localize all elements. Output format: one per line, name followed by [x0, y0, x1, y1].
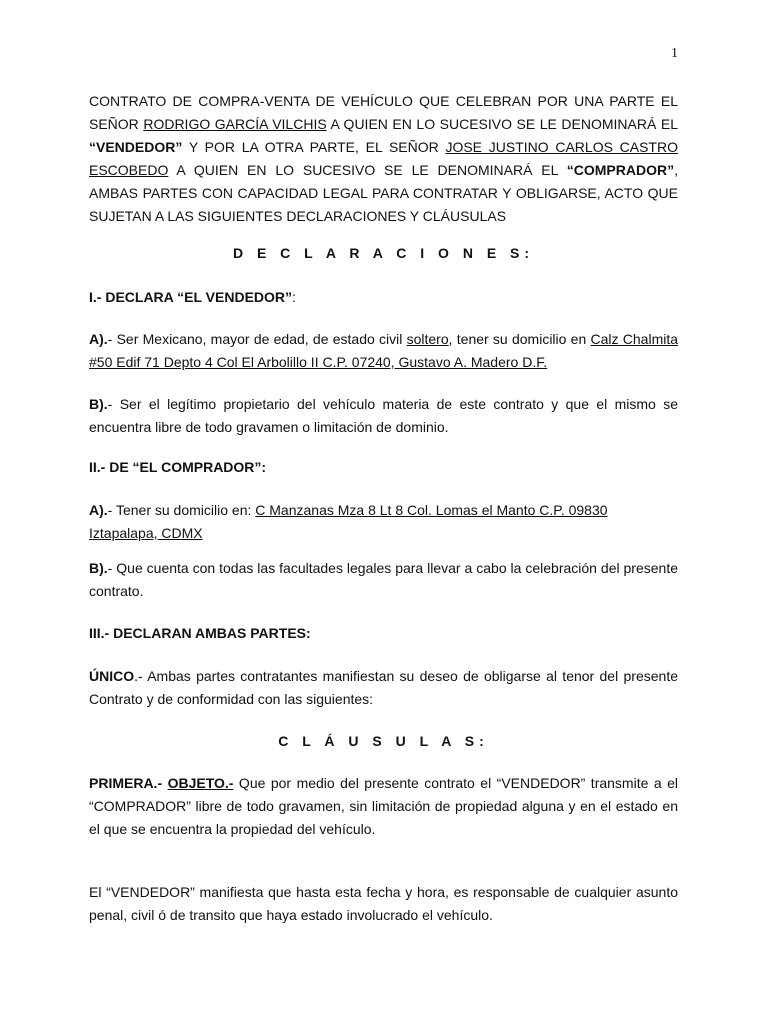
intro-text-3: Y POR LA OTRA PARTE, EL SEÑOR — [182, 139, 446, 155]
clause-text: Que por medio del presente contrato el “VENDEDOR” transmite a el “COMPRADOR” libre de todo gravamen, sin limitación de propiedad alguna y en el estado en el que se encuentra la propiedad del vehículo. — [89, 775, 678, 837]
clausulas-title: C L Á U S U L A S: — [278, 733, 489, 749]
item-text: - Tener su domicilio en: — [107, 502, 256, 518]
final-paragraph — [89, 881, 678, 927]
intro-paragraph — [89, 90, 678, 228]
section3-heading — [89, 622, 678, 645]
section2-item-b — [89, 557, 678, 603]
section3-unico — [89, 665, 678, 711]
civil-status: soltero — [406, 331, 449, 347]
intro-text-4: A QUIEN EN LO SUCESIVO SE LE DENOMINARÁ EL — [168, 162, 567, 178]
item-label: B). — [89, 396, 108, 412]
intro-text-1: CONTRATO DE COMPRA-VENTA DE VEHÍCULO QUE CELEBRAN POR UNA PARTE EL SEÑOR — [89, 93, 678, 132]
section2-item-a — [89, 499, 678, 545]
item-label: A). — [89, 502, 108, 518]
buyer-label: “COMPRADOR” — [566, 162, 675, 178]
item-text: .- Ambas partes contratantes manifiestan su deseo de obligarse al tenor del presente Contrato y de conformidad con las siguientes: — [89, 668, 678, 707]
buyer-name: JOSE JUSTINO CARLOS CASTRO ESCOBEDO — [89, 139, 678, 178]
section2-heading-text: II.- DE “EL COMPRADOR”: — [89, 459, 267, 475]
intro-text-2: A QUIEN EN LO SUCESIVO SE LE DENOMINARÁ EL — [326, 116, 678, 132]
seller-name: RODRIGO GARCÍA VILCHIS — [143, 116, 327, 132]
item-text: , tener su domicilio en — [448, 331, 591, 347]
section1-heading — [89, 286, 678, 309]
item-text: - Ser el legítimo propietario del vehículo materia de este contrato y que el mismo se encuentra libre de todo gravamen o limitación de dominio. — [89, 396, 678, 435]
item-text: - Que cuenta con todas las facultades legales para llevar a cabo la celebración del presente contrato. — [89, 560, 678, 599]
section1-item-a — [89, 328, 678, 374]
section1-item-b — [89, 393, 678, 439]
final-paragraph-text: El “VENDEDOR” manifiesta que hasta esta fecha y hora, es responsable de cualquier asunto penal, civil ó de transito que haya estado involucrado el vehículo. — [89, 884, 678, 923]
clause-label: PRIMERA.- — [89, 775, 163, 791]
item-label: A). — [89, 331, 108, 347]
seller-label: “VENDEDOR” — [89, 139, 183, 155]
intro-text-5: , AMBAS PARTES CON CAPACIDAD LEGAL PARA CONTRATAR Y OBLIGARSE, ACTO QUE SUJETAN A LAS SIGUIENTES DECLARACIONES Y CLÁUSULAS — [89, 162, 678, 224]
clause-title: OBJETO.- — [167, 775, 234, 791]
declaraciones-title: D E C L A R A C I O N E S: — [232, 245, 535, 261]
section2-heading — [89, 456, 678, 479]
clausula-primera — [89, 772, 678, 841]
section1-heading-text: I.- DECLARA “EL VENDEDOR” — [89, 289, 293, 305]
seller-address: Calz Chalmita #50 Edif 71 Depto 4 Col El Arbolillo II C.P. 07240, Gustavo A. Madero D.F. — [89, 331, 679, 370]
item-label: B). — [89, 560, 108, 576]
section1-heading-colon: : — [292, 289, 296, 305]
page-number: 1 — [671, 46, 678, 61]
buyer-address: C Manzanas Mza 8 Lt 8 Col. Lomas el Manto C.P. 09830 Iztapalapa, CDMX — [89, 502, 608, 541]
section3-heading-text: III.- DECLARAN AMBAS PARTES: — [89, 625, 311, 641]
item-label: ÚNICO — [89, 668, 135, 684]
item-text: - Ser Mexicano, mayor de edad, de estado civil — [107, 331, 407, 347]
